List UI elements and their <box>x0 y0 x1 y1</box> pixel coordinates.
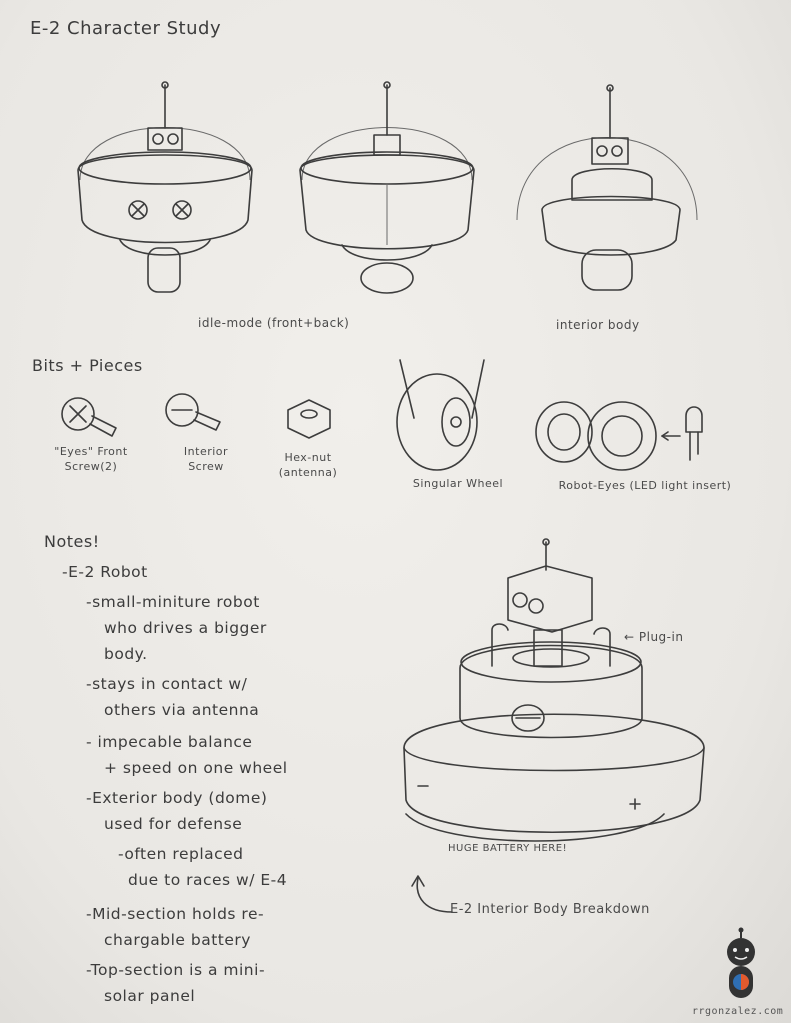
note-line: chargable battery <box>104 931 251 949</box>
battery-bracket <box>400 810 670 870</box>
interior-screw-icon <box>160 390 224 438</box>
note-line: -often replaced <box>118 845 244 863</box>
logo-robot-icon <box>716 928 766 1004</box>
robot-eyes-icon <box>530 398 720 478</box>
note-line: solar panel <box>104 987 196 1005</box>
note-line: used for defense <box>104 815 243 833</box>
note-line: + speed on one wheel <box>104 759 288 777</box>
note-line: others via antenna <box>104 701 260 719</box>
eyes-screw-label: "Eyes" Front Screw(2) <box>54 445 128 473</box>
bits-pieces-heading: Bits + Pieces <box>32 356 143 375</box>
wheel-label: Singular Wheel <box>412 477 504 490</box>
note-line: -small-miniture robot <box>86 593 260 611</box>
hex-nut-label: Hex-nut (antenna) <box>278 451 338 479</box>
interior-body-caption: interior body <box>556 318 640 332</box>
note-line: -Top-section is a mini- <box>86 961 266 979</box>
page-title: E-2 Character Study <box>30 18 222 39</box>
wheel-icon <box>392 358 492 473</box>
eyes-screw-icon <box>58 392 122 440</box>
note-line: who drives a bigger <box>104 619 267 637</box>
note-line: - impecable balance <box>86 733 253 751</box>
note-line: -stays in contact w/ <box>86 675 248 693</box>
note-line: body. <box>104 645 148 663</box>
interior-breakdown-sketch <box>396 538 712 848</box>
robot-eyes-label: Robot-Eyes (LED light insert) <box>558 479 732 492</box>
note-line: -Mid-section holds re- <box>86 905 265 923</box>
signature-url: rrgonzalez.com <box>692 1006 784 1017</box>
robot-back-sketch <box>292 80 482 295</box>
plug-in-label: ← Plug-in <box>624 630 684 644</box>
idle-mode-caption: idle-mode (front+back) <box>198 316 350 330</box>
notes-heading: Notes! <box>44 532 100 551</box>
battery-label: HUGE BATTERY HERE! <box>448 843 568 854</box>
interior-screw-label: Interior Screw <box>183 445 229 473</box>
interior-body-sketch <box>512 80 702 295</box>
notes-robot-heading: -E-2 Robot <box>62 563 148 581</box>
note-line: due to races w/ E-4 <box>128 871 288 889</box>
hex-nut-icon <box>282 396 336 442</box>
breakdown-caption: E-2 Interior Body Breakdown <box>450 902 650 917</box>
robot-front-sketch <box>70 80 260 295</box>
note-line: -Exterior body (dome) <box>86 789 268 807</box>
